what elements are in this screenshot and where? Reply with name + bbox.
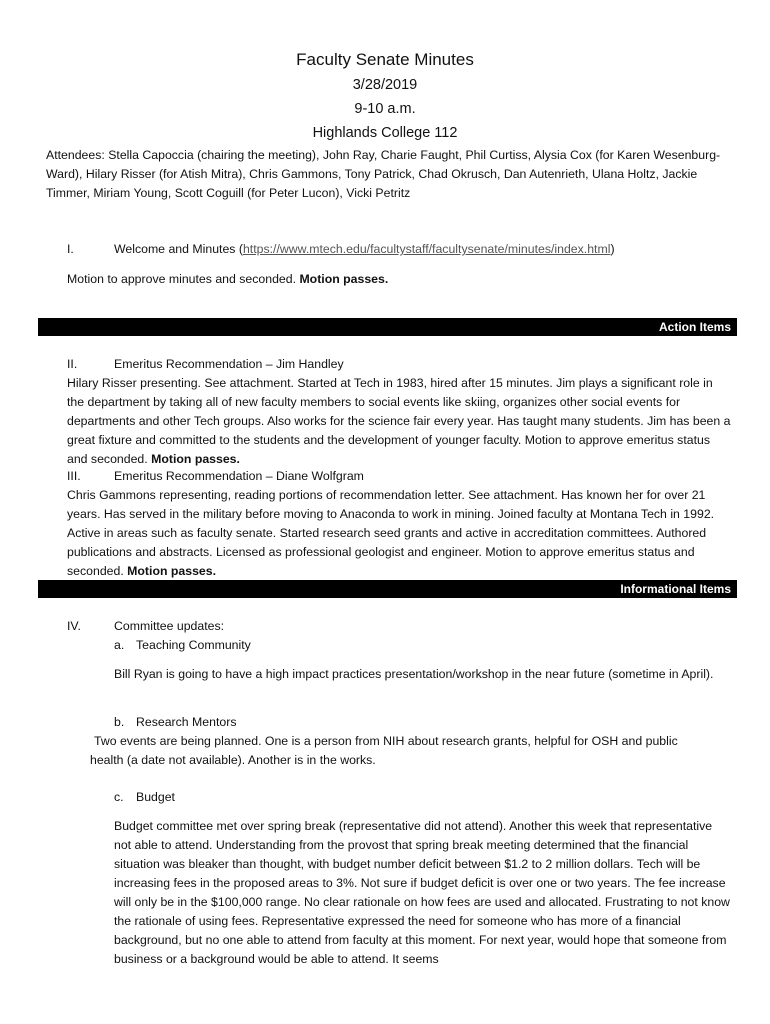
section-1-numeral: I.	[67, 242, 74, 256]
section-1-heading	[114, 240, 734, 259]
action-items-bar: Action Items	[38, 318, 737, 336]
section-4-numeral: IV.	[67, 619, 81, 633]
section-1-body	[67, 270, 727, 289]
subitem-b-heading: Research Mentors	[136, 715, 237, 729]
subitem-a-heading: Teaching Community	[136, 638, 251, 652]
section-3-body	[67, 486, 733, 581]
meeting-time: 9-10 a.m.	[354, 101, 416, 117]
meeting-location: Highlands College 112	[312, 125, 458, 141]
subitem-c-heading: Budget	[136, 790, 175, 804]
minutes-link[interactable]: https://www.mtech.edu/facultystaff/facultysenate/minutes/index.html	[242, 242, 611, 256]
section-2-result: Motion passes.	[151, 452, 240, 466]
section-1-motion: Motion to approve minutes and seconded.	[67, 272, 297, 286]
section-3-result: Motion passes.	[127, 564, 217, 578]
section-2-numeral: II.	[67, 357, 78, 371]
meeting-date: 3/28/2019	[352, 77, 418, 93]
section-1-heading-prefix: Welcome and Minutes (	[114, 242, 243, 256]
subitem-b-marker: b.	[114, 715, 125, 729]
section-3-text: Chris Gammons representing, reading portions of recommendation letter. See attachment. Has known her for over 21 years. Has served in the military before moving to Anaconda to work in mining. Joined faculty at Montana Tech in 1992. Active in areas such as faculty senate. Started research seed grants and active in accreditation committees. Authored publications and abstracts. Licensed as professional geologist and engineer. Motion to approve emeritus status and seconded.	[67, 488, 715, 578]
section-2-body	[67, 374, 733, 469]
subitem-c-body: Budget committee met over spring break (representative did not attend). Another this week that representative not able to attend. Understanding from the provost that spring break meeting determined that the financial situation was bleaker than thought, with budget number deficit between $1.2 to 2 million dollars. Tech will be increasing fees in the proposed areas to 3%. Not sure if budget deficit is over one or two years. The fee increase will only be in the $100,000 range. No clear rationale on how fees are used and allocated. Frustrating to not know the rationale of using fees. Representative expressed the need for someone who has more of a financial background, but no one able to attend from faculty at this moment. For next year, would hope that someone from business or a background would be able to attend. It seems	[114, 819, 730, 966]
subitem-a-body: Bill Ryan is going to have a high impact practices presentation/workshop in the near future (sometime in April).	[114, 667, 714, 681]
section-4-heading: Committee updates:	[114, 619, 225, 633]
subitem-b-body: Two events are being planned. One is a person from NIH about research grants, helpful for OSH and public health (a date not available). Another is in the works.	[90, 734, 678, 767]
section-1-heading-suffix: )	[610, 242, 615, 256]
section-2-heading: Emeritus Recommendation – Jim Handley	[114, 357, 344, 371]
subitem-c-marker: c.	[114, 790, 124, 804]
section-1-result: Motion passes.	[299, 272, 389, 286]
informational-items-bar: Informational Items	[38, 580, 737, 598]
attendees-list: Attendees: Stella Capoccia (chairing the meeting), John Ray, Charie Faught, Phil Curtiss, Alysia Cox (for Karen Wesenburg-Ward), Hilary Risser (for Atish Mitra), Chris Gammons, Tony Patrick, Chad Okrusch, Dan Autenrieth, Ulana Holtz, Jackie Timmer, Miriam Young, Scott Coguill (for Peter Lucon), Vicki Petritz	[46, 148, 721, 200]
section-3-numeral: III.	[67, 469, 81, 483]
subitem-a-marker: a.	[114, 638, 125, 652]
section-3-heading: Emeritus Recommendation – Diane Wolfgram	[114, 469, 364, 483]
section-2-text: Hilary Risser presenting. See attachment. Started at Tech in 1983, hired after 15 minutes. Jim plays a significant role in the department by taking all of new faculty members to social events like skiing, organizes other social events for departments and other Tech groups. Also works for the science fair every year. Has taught many students. Jim has been a great fixture and committed to the students and the development of younger faculty. Motion to approve emeritus status and seconded.	[67, 376, 731, 466]
document-title: Faculty Senate Minutes	[296, 50, 474, 69]
